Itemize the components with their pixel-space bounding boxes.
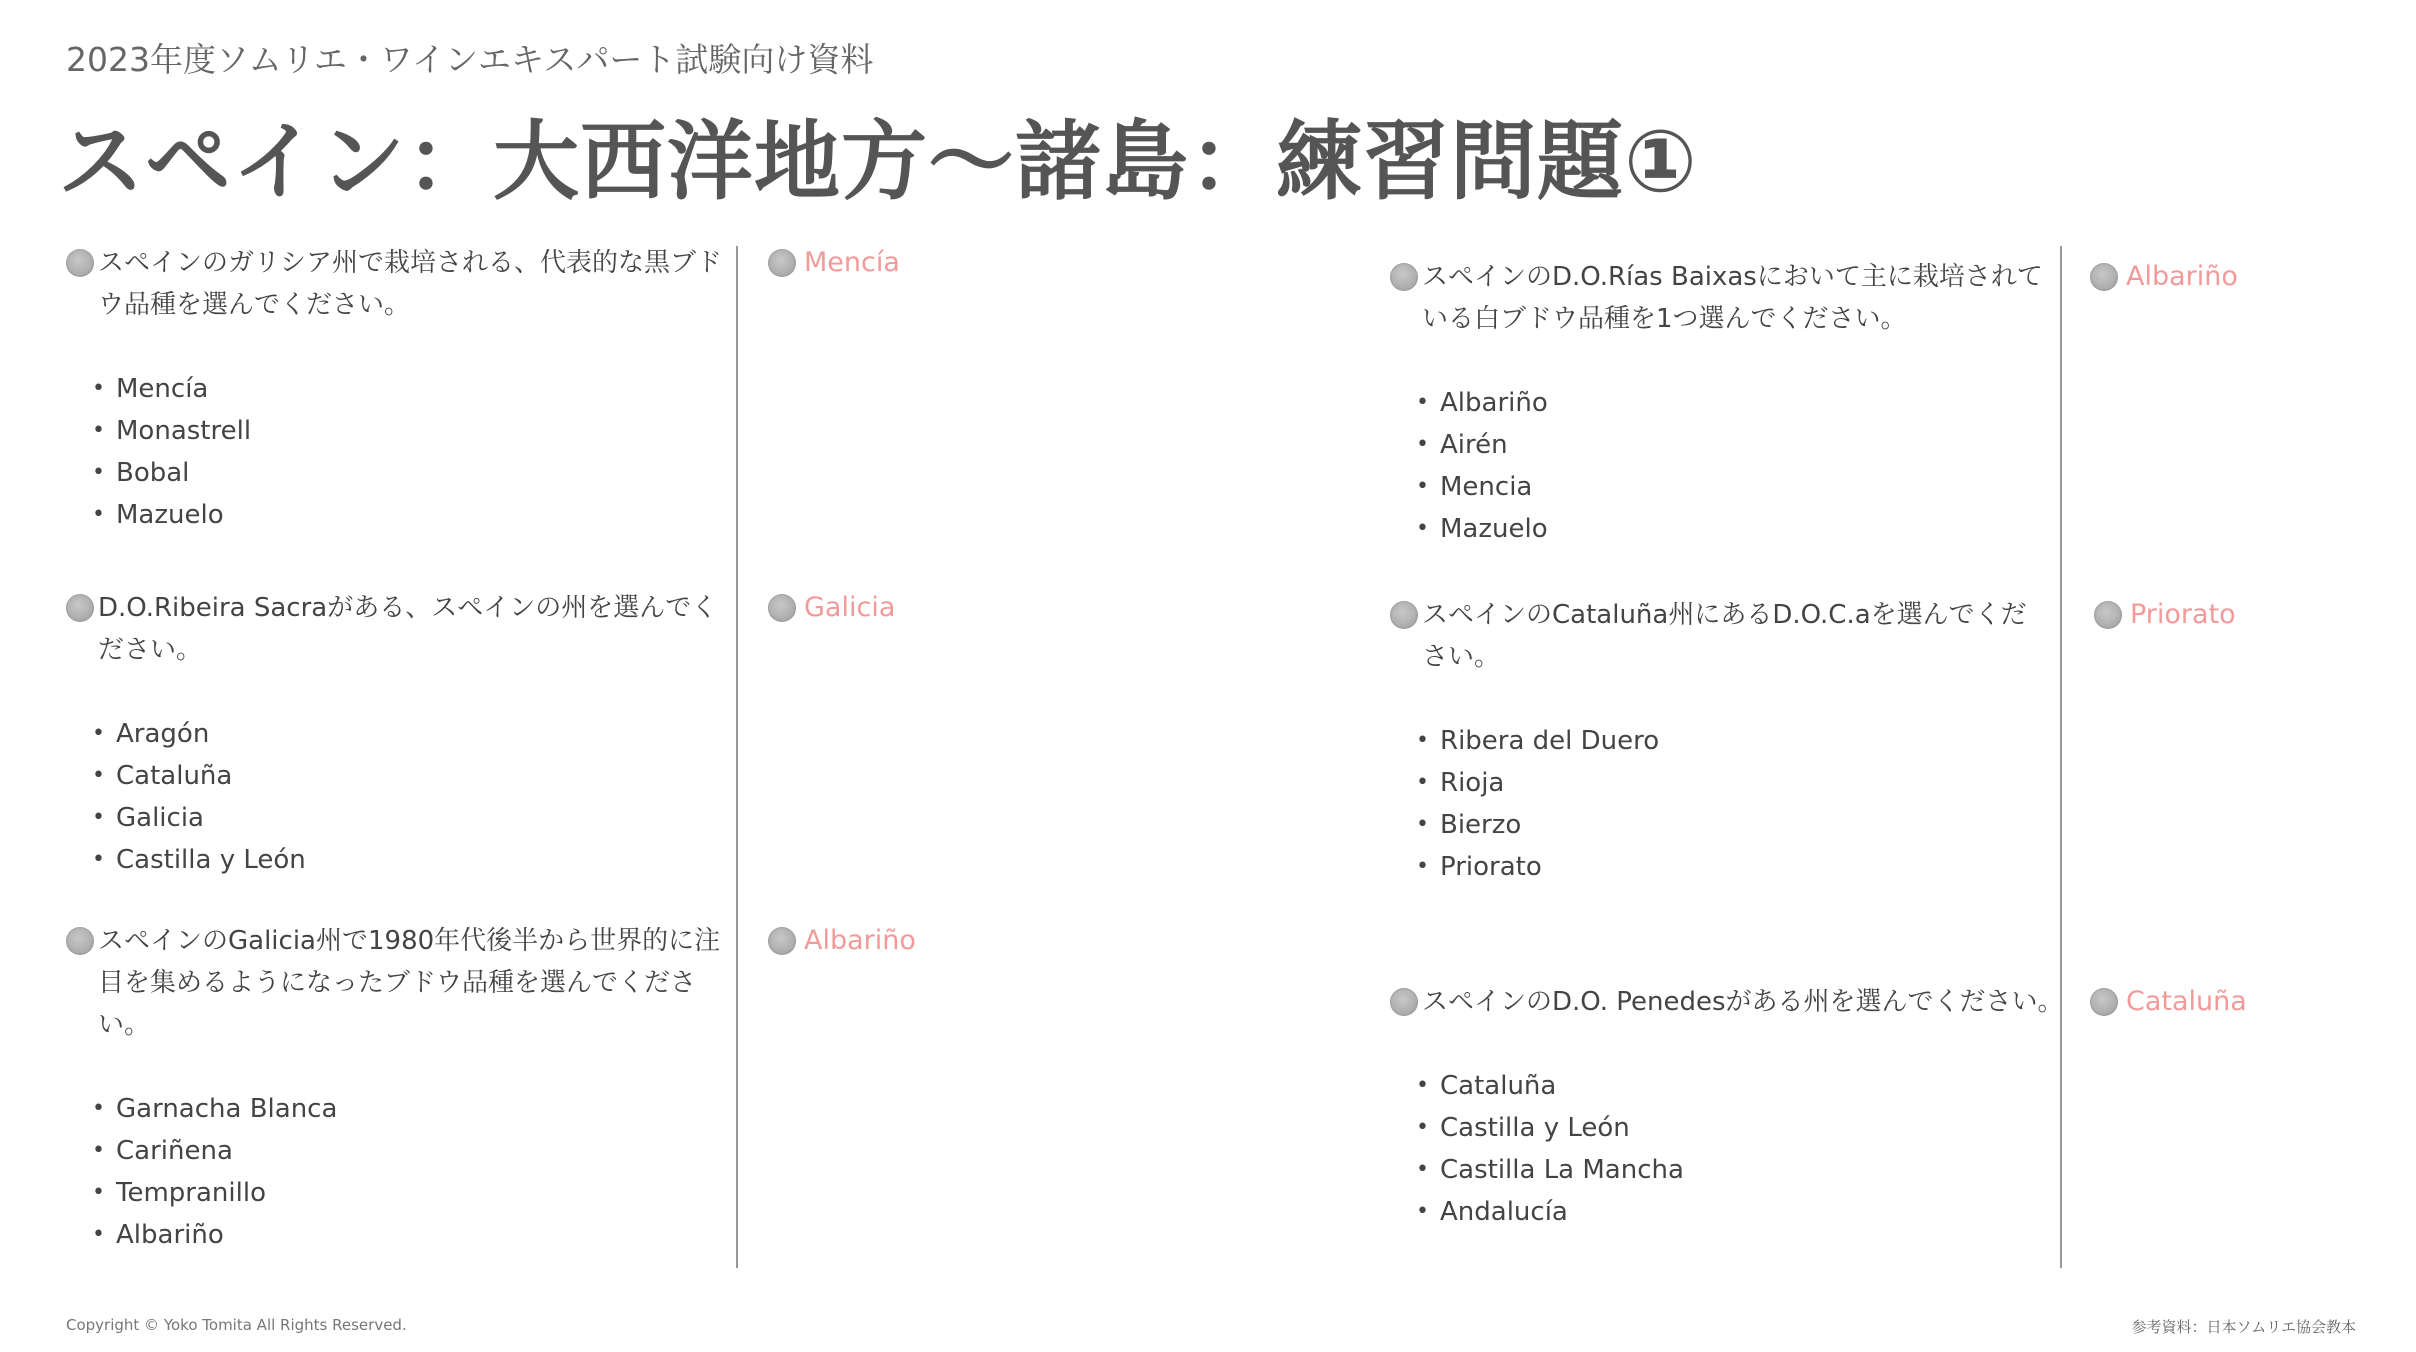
option-item: • Mazuelo (92, 500, 224, 530)
question-text: スペインのガリシア州で栽培される、代表的な黒ブドウ品種を選んでください。 (98, 248, 723, 320)
answer-6 (2090, 981, 2247, 1023)
copyright-text: Copyright © Yoko Tomita All Rights Reserved. (66, 1316, 407, 1334)
question-block-6 (1392, 981, 2072, 1233)
option-item: • Mencía (92, 374, 209, 404)
question-block-4 (1392, 256, 2052, 550)
option-item: • Garnacha Blanca (92, 1094, 338, 1124)
answer-3 (768, 920, 916, 962)
question (1392, 256, 2052, 340)
answer-text: Galicia (804, 592, 896, 623)
question (1392, 594, 2052, 678)
options-list (68, 368, 728, 536)
question (1392, 981, 2072, 1023)
option-item: • Castilla y León (92, 845, 306, 875)
option-item: • Cariñena (92, 1136, 233, 1166)
options-list (1392, 1065, 2072, 1233)
question-text: スペインのD.O.Rías Baixasにおいて主に栽培されている白ブドウ品種を1つ選んでください。 (1422, 262, 2043, 334)
question-block-3 (68, 920, 728, 1256)
circle-bullet-icon (2090, 988, 2118, 1016)
reference-text: 参考資料：日本ソムリエ協会教本 (2131, 1318, 2356, 1336)
question-text: D.O.Ribeira Sacraがある、スペインの州を選んでください。 (98, 593, 718, 665)
question-block-2 (68, 587, 728, 881)
answer-text: Albariño (2126, 261, 2238, 292)
question-text: スペインのGalicia州で1980年代後半から世界的に注目を集めるようになったブドウ品種を選んでください。 (98, 926, 721, 1040)
answer-text: Priorato (2130, 599, 2236, 630)
answer-1 (768, 242, 900, 284)
option-item: • Ribera del Duero (1416, 726, 1660, 756)
option-item: • Bierzo (1416, 810, 1522, 840)
answer-text: Cataluña (2126, 986, 2247, 1017)
options-list (68, 1088, 728, 1256)
option-item: • Castilla y León (1416, 1113, 1630, 1143)
option-item: • Priorato (1416, 852, 1542, 882)
option-item: • Rioja (1416, 768, 1505, 798)
answer-2 (768, 587, 895, 629)
option-item: • Cataluña (1416, 1071, 1557, 1101)
circle-bullet-icon (2090, 263, 2118, 291)
deck-subtitle: 2023年度ソムリエ・ワインエキスパート試験向け資料 (66, 40, 874, 79)
option-item: • Monastrell (92, 416, 252, 446)
circle-bullet-icon (768, 249, 796, 277)
option-item: • Albariño (92, 1220, 224, 1250)
circle-bullet-icon (2094, 601, 2122, 629)
circle-bullet-icon (1390, 988, 1418, 1016)
option-item: • Tempranillo (92, 1178, 266, 1208)
option-item: • Mencia (1416, 472, 1533, 502)
option-item: • Albariño (1416, 388, 1548, 418)
options-list (1392, 382, 2052, 550)
question (68, 242, 728, 326)
circle-bullet-icon (1390, 601, 1418, 629)
option-item: • Galicia (92, 803, 204, 833)
question-text: スペインのCataluña州にあるD.O.C.aを選んでください。 (1422, 600, 2027, 672)
answer-5 (2094, 594, 2236, 636)
answer-4 (2090, 256, 2238, 298)
circle-bullet-icon (768, 927, 796, 955)
option-item: • Castilla La Mancha (1416, 1155, 1684, 1185)
option-item: • Cataluña (92, 761, 233, 791)
question-text: スペインのD.O. Penedesがある州を選んでください。 (1422, 987, 2064, 1017)
question (68, 587, 728, 671)
question (68, 920, 728, 1046)
page-title: スペイン：大西洋地方〜諸島：練習問題① (58, 112, 1698, 212)
left-column-divider (736, 246, 738, 1268)
option-item: • Andalucía (1416, 1197, 1568, 1227)
circle-bullet-icon (66, 927, 94, 955)
option-item: • Bobal (92, 458, 190, 488)
question-block-5 (1392, 594, 2052, 888)
options-list (1392, 720, 2052, 888)
option-item: • Mazuelo (1416, 514, 1548, 544)
question-block-1 (68, 242, 728, 536)
option-item: • Aragón (92, 719, 210, 749)
circle-bullet-icon (66, 249, 94, 277)
answer-text: Mencía (804, 247, 900, 278)
circle-bullet-icon (1390, 263, 1418, 291)
circle-bullet-icon (768, 594, 796, 622)
answer-text: Albariño (804, 925, 916, 956)
options-list (68, 713, 728, 881)
circle-bullet-icon (66, 594, 94, 622)
option-item: • Airén (1416, 430, 1508, 460)
